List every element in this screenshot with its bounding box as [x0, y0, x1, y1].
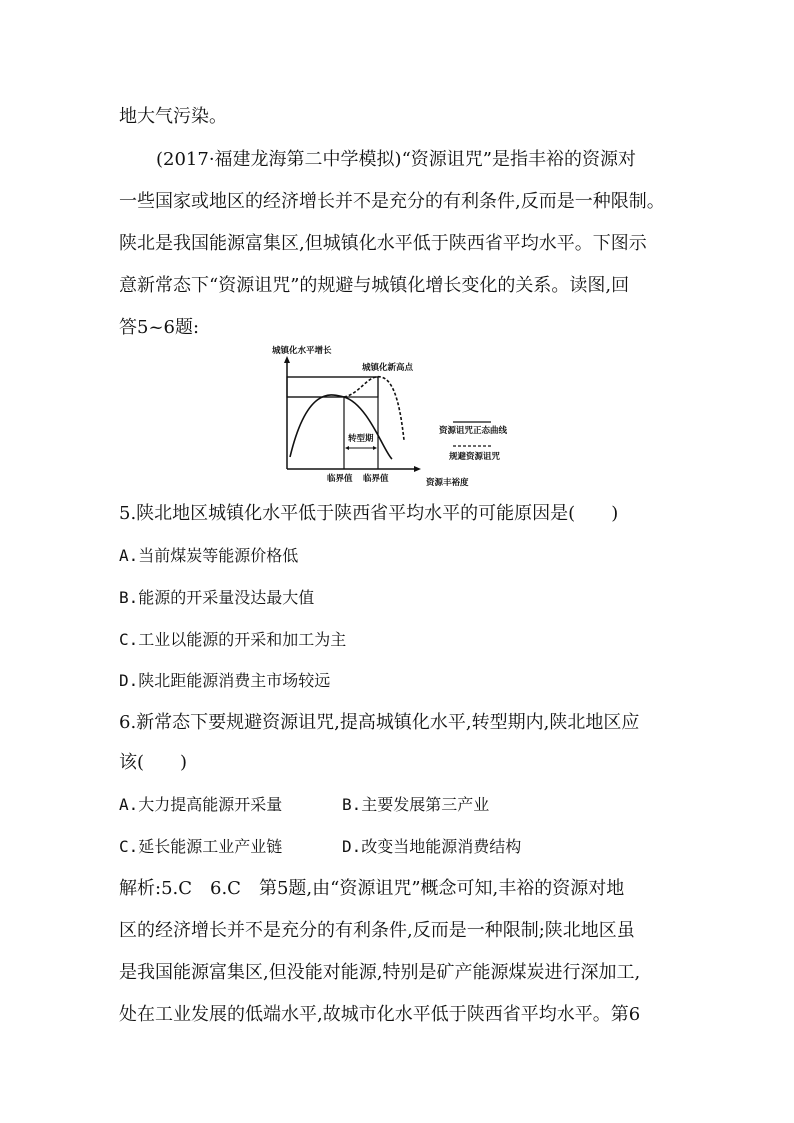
legend-dashed-label: 规避资源诅咒: [449, 452, 501, 462]
text-line: 答5~6题:: [119, 317, 200, 338]
analysis-line: 是我国能源富集区,但没能对能源,特别是矿产能源煤炭进行深加工,: [119, 962, 641, 983]
y-axis-arrow: [284, 356, 290, 363]
text-line: 一些国家或地区的经济增长并不是充分的有利条件,反而是一种限制。: [119, 191, 665, 212]
critical-label-right: 临界值: [363, 474, 389, 484]
analysis-line: 区的经济增长并不是充分的有利条件,反而是一种限制;陕北地区虽: [119, 920, 635, 941]
option-c: C.工业以能源的开采和加工为主: [119, 630, 347, 649]
text-line: 意新常态下“资源诅咒”的规避与城镇化增长变化的关系。读图,回: [119, 275, 630, 296]
option-a: A.大力提高能源开采量: [119, 795, 283, 814]
option-d: D.改变当地能源消费结构: [342, 837, 522, 856]
period-label: 转型期: [348, 434, 374, 444]
analysis-line: 处在工业发展的低端水平,故城市化水平低于陕西省平均水平。第6: [119, 1004, 641, 1025]
question-stem: 5.陕北地区城镇化水平低于陕西省平均水平的可能原因是( ): [119, 503, 619, 524]
x-axis-arrow: [414, 466, 421, 472]
period-arrow-left: [345, 446, 349, 450]
avoidance-curve: [344, 377, 404, 440]
text-line: (2017·福建龙海第二中学模拟)“资源诅咒”是指丰裕的资源对: [156, 149, 636, 170]
x-axis-label: 资源丰裕度: [426, 478, 469, 488]
option-a: A.当前煤炭等能源价格低: [119, 546, 299, 565]
peak-label: 城镇化新高点: [362, 363, 414, 373]
text-line: 地大气污染。: [119, 106, 227, 127]
question-stem: 6.新常态下要规避资源诅咒,提高城镇化水平,转型期内,陕北地区应: [119, 712, 640, 733]
analysis-line: 解析:5.C 6.C 第5题,由“资源诅咒”概念可知,丰裕的资源对地: [119, 878, 625, 899]
resource-curse-diagram: [268, 342, 530, 492]
reference-box: [287, 377, 378, 397]
option-b: B.能源的开采量没达最大值: [119, 588, 315, 607]
option-c: C.延长能源工业产业链: [119, 837, 283, 856]
y-axis-label: 城镇化水平增长: [272, 346, 332, 356]
option-d: D.陕北距能源消费主市场较远: [119, 671, 331, 690]
option-b: B.主要发展第三产业: [342, 795, 490, 814]
legend-solid-label: 资源诅咒正态曲线: [439, 426, 508, 436]
resource-curse-curve: [290, 395, 392, 459]
question-stem-cont: 该( ): [119, 752, 188, 773]
text-line: 陕北是我国能源富集区,但城镇化水平低于陕西省平均水平。下图示: [119, 233, 647, 254]
period-arrow-right: [373, 446, 377, 450]
critical-label-left: 临界值: [327, 474, 353, 484]
